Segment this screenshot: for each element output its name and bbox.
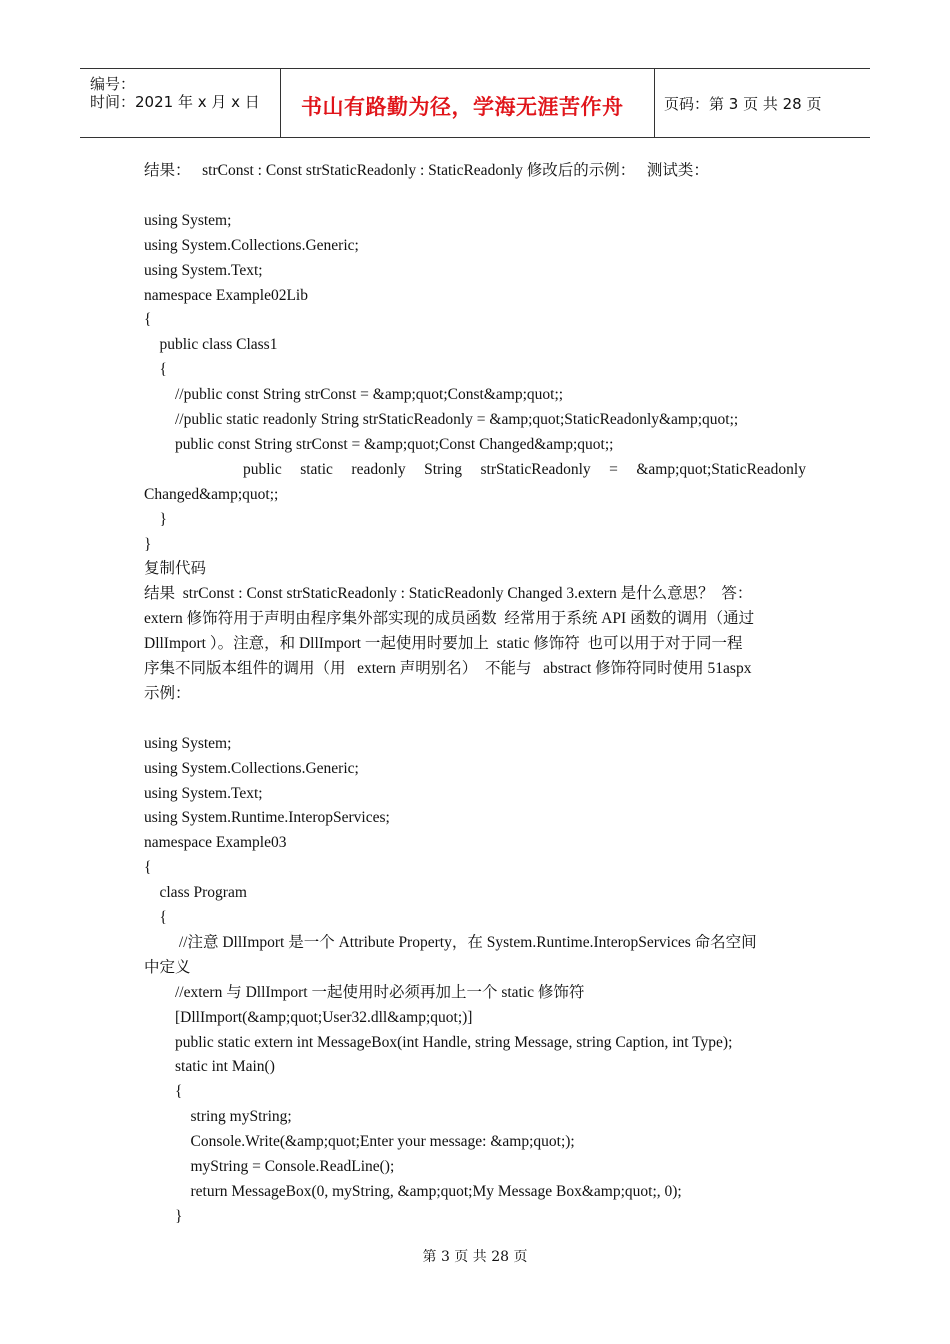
text-line: using System; bbox=[144, 211, 232, 229]
code-line-justified bbox=[243, 457, 806, 482]
text-line: class Program bbox=[144, 884, 247, 902]
text-line: 结果 strConst : Const strStaticReadonly : StaticReadonly Changed 3.extern 是什么意思？ 答： bbox=[144, 585, 753, 603]
page-footer: 第 3 页 共 28 页 bbox=[422, 1249, 528, 1265]
text-line: using System.Text; bbox=[144, 784, 263, 802]
code-word: public bbox=[243, 460, 282, 478]
code-word: strStaticReadonly bbox=[480, 460, 591, 478]
text-line: } bbox=[144, 535, 152, 553]
text-line: } bbox=[144, 510, 167, 528]
text-line: //public const String strConst = &amp;quot;Const&amp;quot;; bbox=[144, 386, 564, 404]
text-line: //extern 与 DllImport 一起使用时必须再加上一个 static 修饰符 bbox=[144, 983, 585, 1001]
text-line: namespace Example03 bbox=[144, 834, 287, 852]
text-line: 序集不同版本组件的调用（用 extern 声明别名） 不能与 abstract 修饰符同时使用 51aspx bbox=[144, 660, 752, 677]
text-line: return MessageBox(0, myString, &amp;quot;My Message Box&amp;quot;, 0); bbox=[144, 1182, 682, 1200]
text-line: 中定义 bbox=[144, 958, 191, 976]
text-line: 结果： strConst : Const strStaticReadonly : StaticReadonly 修改后的示例： 测试类： bbox=[144, 162, 709, 179]
page-header bbox=[80, 68, 870, 138]
text-line: //public static readonly String strStaticReadonly = &amp;quot;StaticReadonly&amp;quot;; bbox=[144, 411, 739, 428]
text-line: using System; bbox=[144, 734, 232, 752]
text-line: Console.Write(&amp;quot;Enter your message: &amp;quot;); bbox=[144, 1133, 575, 1151]
header-meta-cell bbox=[80, 69, 281, 137]
code-word: &amp;quot;StaticReadonly bbox=[636, 460, 806, 478]
text-line: { bbox=[144, 909, 167, 926]
code-word: = bbox=[609, 460, 618, 478]
text-line: [DllImport(&amp;quot;User32.dll&amp;quot;)] bbox=[144, 1008, 473, 1026]
time-label: 时间：2021 年 x 月 x 日 bbox=[90, 93, 260, 111]
code-word: static bbox=[300, 460, 333, 478]
text-line: { bbox=[144, 859, 152, 877]
text-line: static int Main() bbox=[144, 1058, 275, 1076]
motto: 书山有路勤为径，学海无涯苦作舟 bbox=[301, 95, 624, 119]
text-line: { bbox=[144, 311, 152, 329]
text-line: public static extern int MessageBox(int Handle, string Message, string Caption, int Type); bbox=[144, 1033, 733, 1051]
text-line: Changed&amp;quot;; bbox=[144, 485, 279, 503]
text-line: 复制代码 bbox=[144, 560, 207, 578]
page-label: 页码：第 3 页 共 28 页 bbox=[664, 95, 822, 113]
text-line: 示例： bbox=[144, 684, 191, 702]
text-line: public class Class1 bbox=[144, 336, 278, 354]
header-page-cell bbox=[655, 69, 870, 137]
header-motto-cell bbox=[281, 69, 655, 137]
code-word: readonly bbox=[351, 460, 406, 478]
text-line: namespace Example02Lib bbox=[144, 286, 308, 304]
number-label: 编号： bbox=[90, 75, 136, 93]
text-line: DllImport ）。注意，和 DllImport 一起使用时要加上 static 修饰符 也可以用于对于同一程 bbox=[144, 635, 743, 653]
text-line: //注意 DllImport 是一个 Attribute Property，在 System.Runtime.InteropServices 命名空间 bbox=[144, 933, 757, 951]
text-line: string myString; bbox=[144, 1108, 292, 1126]
text-line: public const String strConst = &amp;quot;Const Changed&amp;quot;; bbox=[144, 435, 614, 453]
text-line: { bbox=[144, 361, 167, 379]
text-line: using System.Runtime.InteropServices; bbox=[144, 809, 390, 827]
text-line: using System.Text; bbox=[144, 261, 263, 279]
text-line: myString = Console.ReadLine(); bbox=[144, 1158, 395, 1175]
text-line: extern 修饰符用于声明由程序集外部实现的成员函数 经常用于系统 API 函数的调用（通过 bbox=[144, 610, 755, 628]
text-line: } bbox=[144, 1207, 183, 1225]
text-line: using System.Collections.Generic; bbox=[144, 236, 359, 254]
text-line: using System.Collections.Generic; bbox=[144, 759, 359, 777]
code-word: String bbox=[424, 460, 463, 478]
text-line: { bbox=[144, 1083, 183, 1101]
